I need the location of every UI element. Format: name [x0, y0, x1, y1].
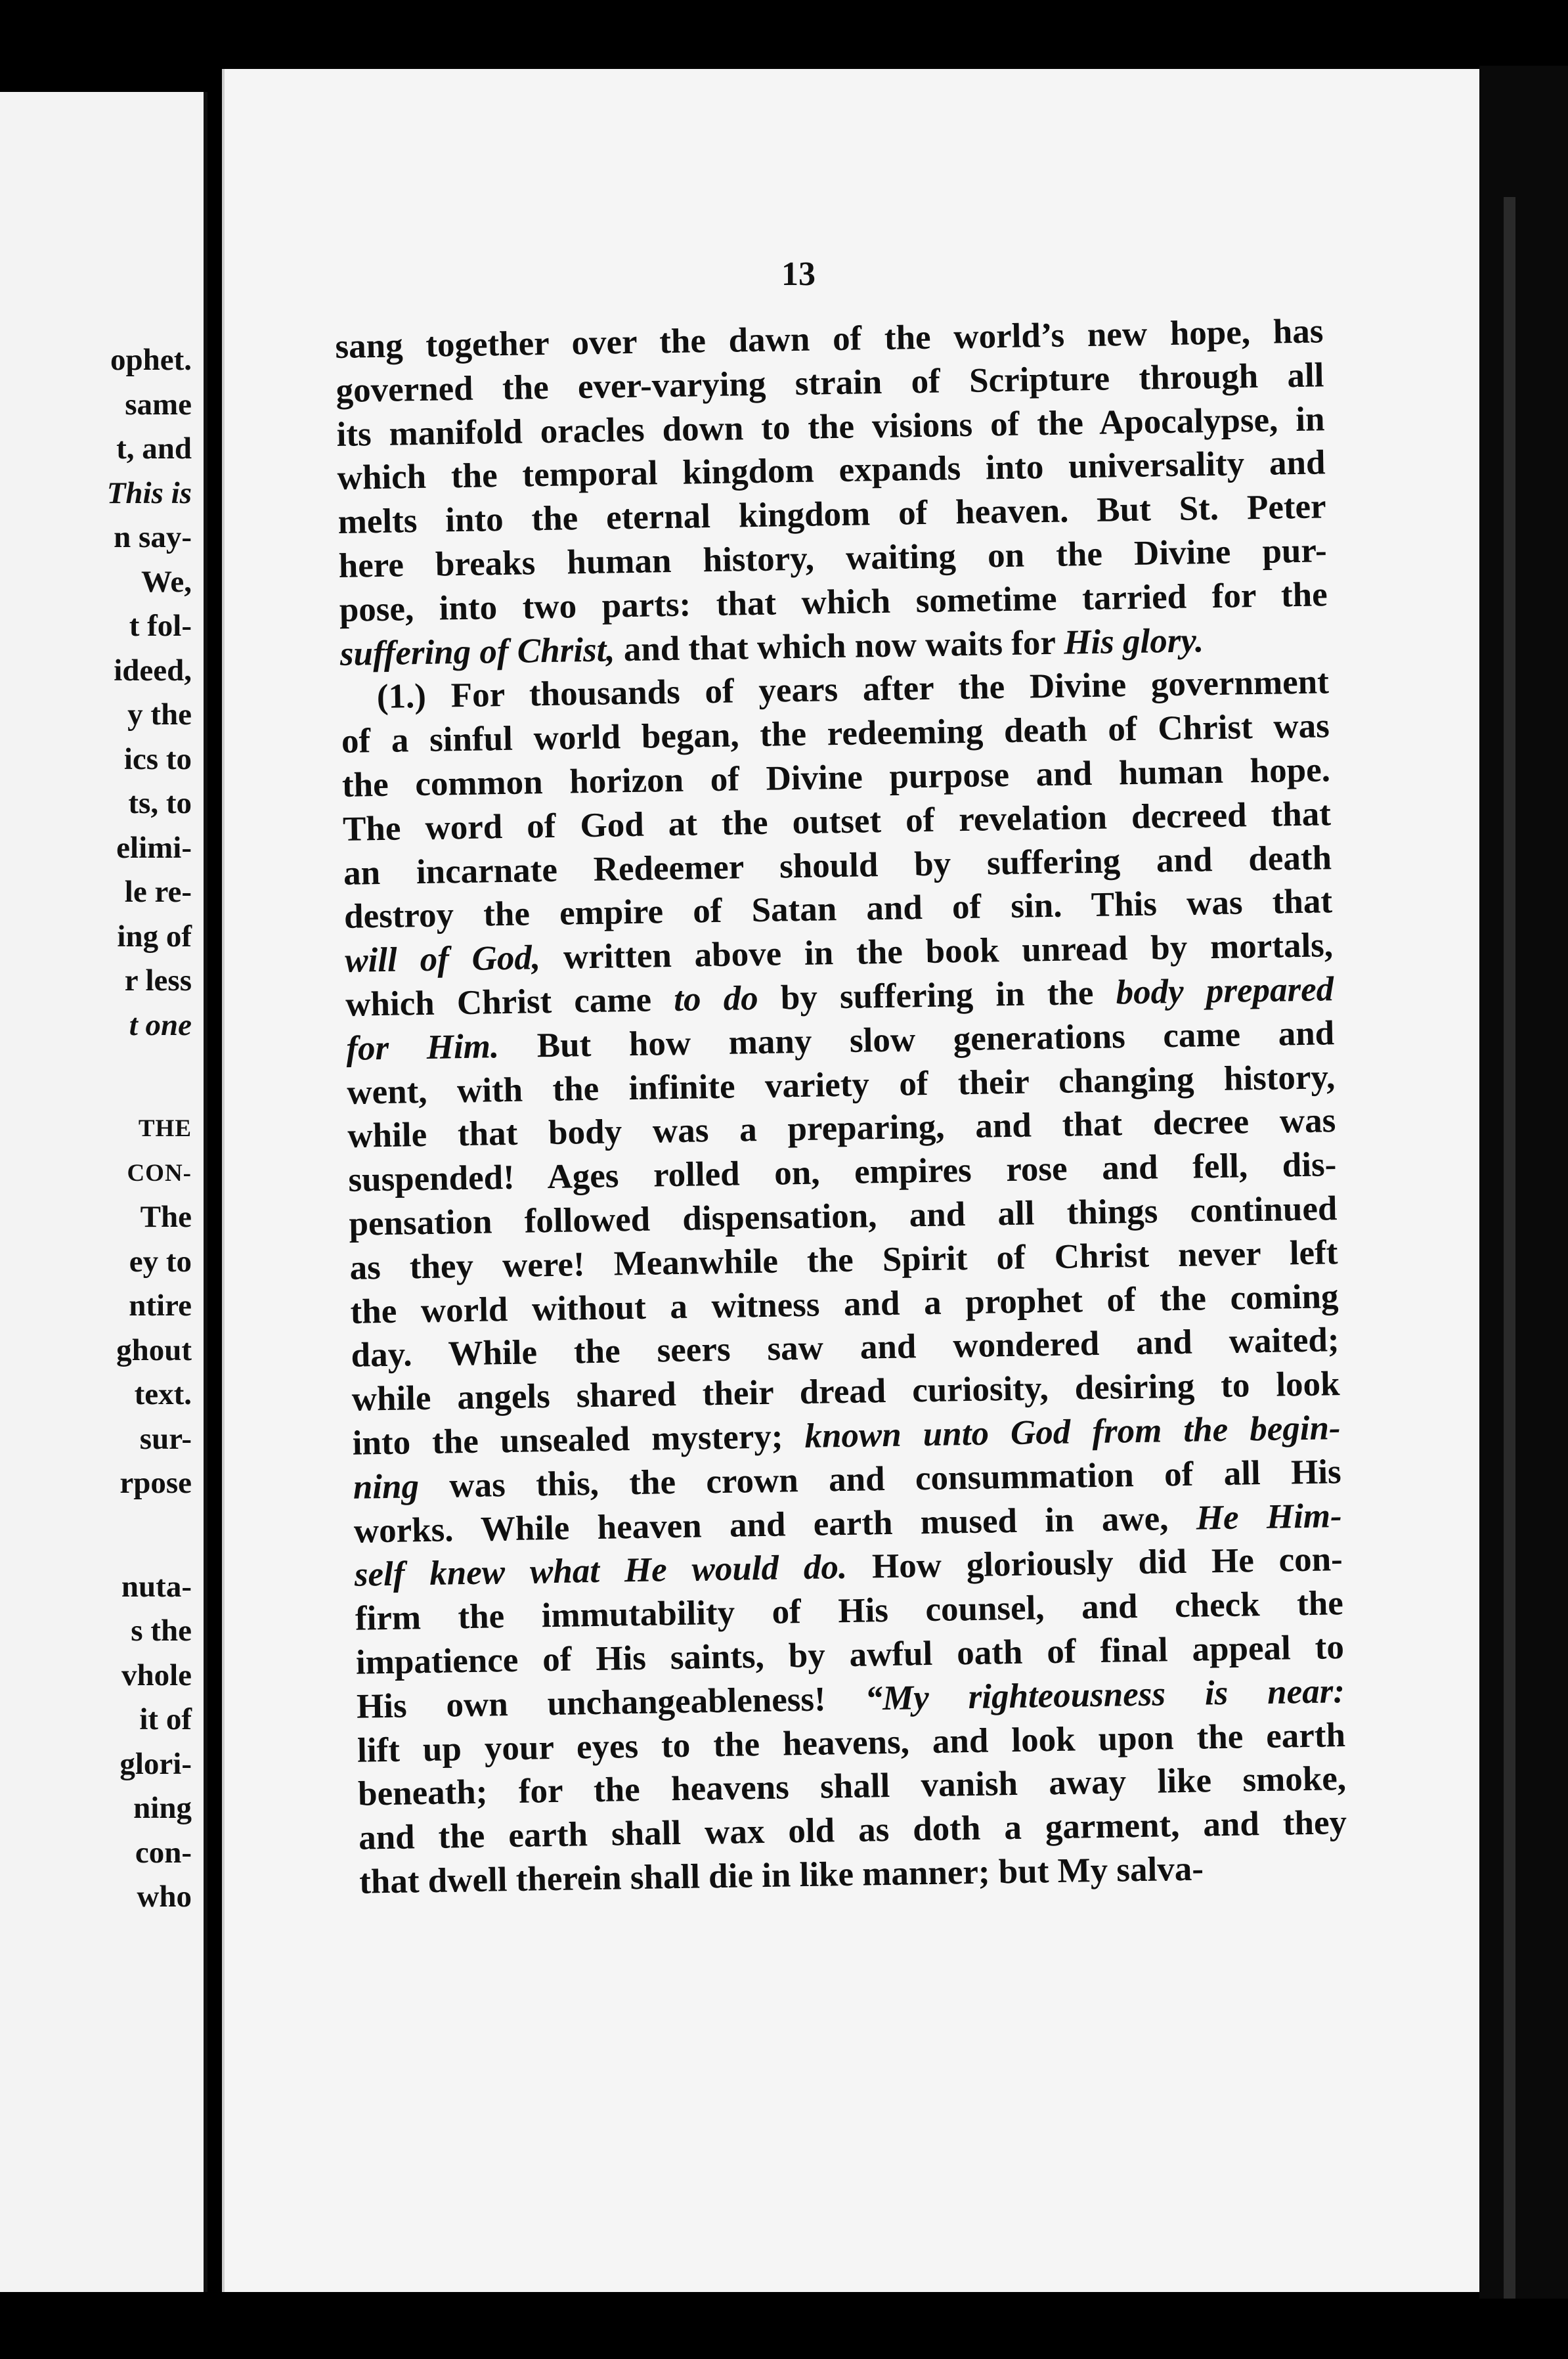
- left-page-fragment: text.: [134, 1377, 192, 1411]
- italic-text-run: His glory.: [1063, 621, 1204, 662]
- left-page-fragment: ghout: [116, 1333, 192, 1367]
- text-run: destroy the empire of Satan and of sin. This was that: [343, 882, 1333, 937]
- text-run: impatience of His saints, by awful oath of final appeal to: [355, 1628, 1345, 1682]
- text-run: of a sinful world began, the redeeming death of Christ was: [341, 707, 1330, 761]
- text-run: governed the ever-varying strain of Scripture through all: [336, 356, 1324, 410]
- text-run: beneath; for the heavens shall vanish away like smoke,: [357, 1759, 1347, 1814]
- left-page-fragment: ics to: [123, 741, 192, 776]
- left-page-fragment: y the: [127, 697, 192, 732]
- text-run: while angels shared their dread curiosity, desiring to look: [351, 1365, 1340, 1419]
- facing-page-left: [0, 92, 207, 2292]
- text-run: written above in the book unread by mortals,: [540, 926, 1334, 977]
- text-run: (1.) For thousands of years after the Divine government: [376, 663, 1330, 717]
- text-run: while that body was a preparing, and that decree was: [347, 1101, 1336, 1156]
- left-page-fragment: ts, to: [128, 786, 192, 820]
- text-run: suspended! Ages rolled on, empires rose and fell, dis-: [347, 1145, 1337, 1199]
- text-run: His own unchangeableness!: [356, 1679, 866, 1726]
- text-run: its manifold oracles down to the visions of the Apocalypse, in: [336, 399, 1325, 454]
- left-page-fragment: who: [137, 1880, 192, 1914]
- left-page-fragment: vhole: [121, 1658, 192, 1692]
- page-number: 13: [781, 255, 816, 293]
- left-page-fragment: ning: [133, 1791, 192, 1825]
- italic-text-run: for Him.: [345, 1026, 500, 1068]
- text-run: here breaks human history, waiting on the Divine pur-: [338, 531, 1328, 585]
- text-run: the world without a witness and a prophet of the coming: [350, 1277, 1339, 1331]
- italic-text-run: to do: [673, 979, 759, 1019]
- italic-text-run: known unto God from the begin-: [804, 1409, 1341, 1455]
- text-run: firm the immutability of His counsel, and check the: [355, 1584, 1344, 1638]
- left-page-fragment: glori-: [120, 1746, 192, 1781]
- italic-text-run: ning: [353, 1466, 420, 1507]
- left-page-fragment: le re-: [124, 875, 192, 909]
- text-run: into the unsealed mystery;: [352, 1417, 805, 1463]
- italic-text-run: suffering of Christ,: [339, 630, 616, 673]
- book-spine-shadow: [1479, 66, 1568, 2299]
- italic-text-run: self knew what He would do.: [354, 1548, 848, 1595]
- left-page-fragment: s the: [131, 1614, 192, 1648]
- text-run: by suffering in the: [758, 973, 1117, 1017]
- text-run: as they were! Meanwhile the Spirit of Christ never left: [349, 1233, 1338, 1287]
- left-page-fragment: t one: [129, 1007, 192, 1042]
- text-run: which the temporal kingdom expands into universality and: [337, 443, 1326, 498]
- left-page-fragment: THE: [138, 1115, 192, 1142]
- italic-text-run: body prepared: [1116, 970, 1334, 1012]
- left-page-fragment: ey to: [129, 1244, 192, 1279]
- left-page-fragment: elimi-: [116, 830, 192, 865]
- left-page-fragment: ophet.: [110, 343, 192, 377]
- page-body-text: [335, 309, 1348, 1904]
- left-page-fragment: We,: [141, 564, 192, 599]
- text-run: pensation followed dispensation, and all things continued: [349, 1189, 1338, 1243]
- left-page-fragment: n say-: [114, 520, 192, 554]
- text-run: which Christ came: [345, 980, 674, 1024]
- facing-page-text-fragments: [107, 338, 192, 1920]
- book-spine-edge: [1504, 197, 1515, 2299]
- left-page-gap: [107, 1506, 192, 1565]
- left-page-fragment: t, and: [116, 431, 192, 466]
- left-page-fragment: ideed,: [114, 653, 192, 688]
- text-run: melts into the eternal kingdom of heaven. But St. Peter: [338, 487, 1326, 542]
- text-run: that dwell therein shall die in like manner; but My salva-: [359, 1849, 1204, 1901]
- left-page-fragment: it of: [139, 1702, 192, 1736]
- text-run: The word of God at the outset of revelation decreed that: [342, 795, 1332, 849]
- text-run: sang together over the dawn of the world’s new hope, has: [335, 312, 1324, 366]
- text-run: works. While heaven and earth mused in awe,: [353, 1499, 1197, 1551]
- text-run: was this, the crown and consummation of all His: [418, 1452, 1342, 1505]
- left-page-fragment: con-: [135, 1835, 192, 1870]
- italic-text-run: will of God,: [344, 938, 541, 981]
- text-run: and that which now waits for: [615, 623, 1064, 669]
- italic-text-run: “My righteousness is near:: [865, 1671, 1345, 1718]
- text-run: went, with the infinite variety of their changing history,: [346, 1057, 1336, 1112]
- left-page-fragment: same: [125, 387, 192, 422]
- text-run: How gloriously did He con-: [846, 1540, 1343, 1587]
- text-run: and the earth shall wax old as doth a garment, and they: [358, 1803, 1347, 1857]
- italic-text-run: He Him-: [1196, 1496, 1343, 1537]
- left-page-fragment: ntire: [129, 1289, 192, 1323]
- left-page-fragment: The: [140, 1200, 192, 1234]
- text-run: day. While the seers saw and wondered and waited;: [351, 1321, 1339, 1375]
- left-page-fragment: CON-: [127, 1159, 192, 1187]
- text-run: But how many slow generations came and: [498, 1013, 1335, 1065]
- left-page-fragment: ing of: [117, 919, 192, 954]
- text-run: lift up your eyes to the heavens, and look upon the earth: [357, 1715, 1346, 1770]
- left-page-fragment: r less: [124, 963, 192, 998]
- text-run: pose, into two parts: that which sometime tarried for the: [339, 575, 1328, 629]
- text-run: an incarnate Redeemer should by suffering and death: [343, 838, 1332, 893]
- text-run: the common horizon of Divine purpose and human hope.: [341, 751, 1331, 805]
- left-page-fragment: t fol-: [129, 609, 192, 643]
- left-page-fragment: sur-: [139, 1421, 192, 1456]
- left-page-fragment: This is: [106, 475, 192, 510]
- left-page-fragment: rpose: [120, 1466, 192, 1500]
- left-page-gap: [107, 1047, 192, 1107]
- left-page-fragment: nuta-: [121, 1569, 192, 1604]
